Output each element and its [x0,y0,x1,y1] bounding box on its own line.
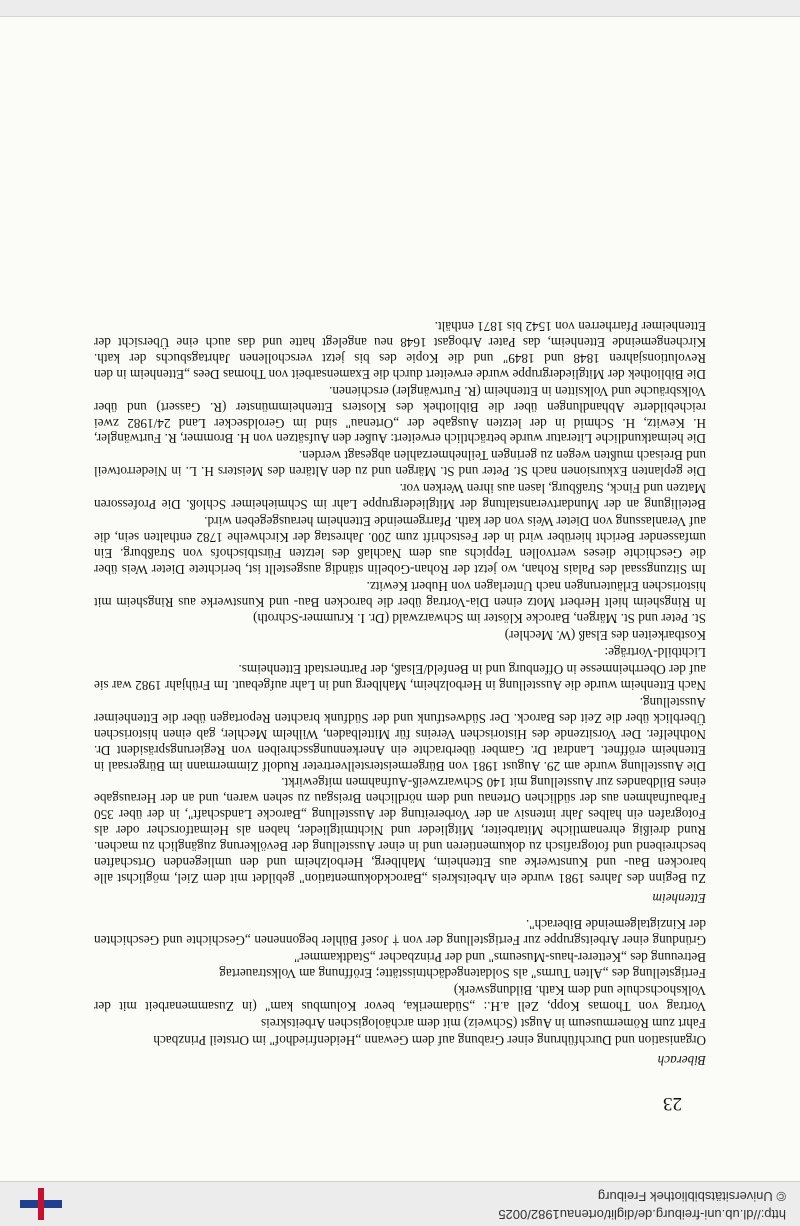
library-header-bar [0,1181,800,1226]
copyright-notice: © Universitätsbibliothek Freiburg [597,1189,786,1204]
paragraph: Zu Beginn des Jahres 1981 wurde ein Arbeitskreis „Barockdokumentation" gebildet mit dem Ziel, möglichst alle barocken Bau- und Kunstwerke aus Ettenheim, Mahlberg, Herbolzheim und den umliegenden Ortschaften beschreibend und fotografisch zu dokumentieren und in einer Ausstellung der Bevölkerung zugänglich zu machen. Rund dreißig ehrenamtliche Mitarbeiter, Mitglieder und Nichtmitglieder, haben als Heimatforscher oder als Fotografen ein halbes Jahr intensiv an der Vorbereitung der Ausstellung „Barocke Landschaft", in der über 350 Farbaufnahmen aus der südlichen Ortenau und dem nördlichen Breisgau zu sehen waren, und an der Herausgabe eines Bildbandes zur Ausstellung mit 140 Schwarzweiß-Aufnahmen mitgewirkt. [94,775,706,886]
paragraph: Im Sitzungssaal des Palais Rohan, wo jetzt der Rohan-Gobelin ständig ausgestellt ist, berichtete Dieter Weis über die Geschichte dieses wertvollen Teppichs aus dem Nachlaß des letzten Fürstbischofs von Straßburg. Ein umfassender Bericht hierüber wird in der Festschrift zum 200. Jahrestag der Kirchweihe 1782 enthalten sein, die auf Veranlassung von Dieter Weis von der kath. Pfarrgemeinde Ettenheim herausgegeben wird. [94,514,706,577]
paragraph: Beteiligung an der Mundartveranstaltung der Mitgliedergruppe Lahr im Schmieheimer Schloß. Die Professoren Matzen und Finck, Straßburg, lasen aus ihren Werken vor. [94,481,706,513]
paragraph: Die Bibliothek der Mitgliedergruppe wurde erweitert durch die Examensarbeit von Thomas Dees „Ettenheim in den Revolutionsjahren 1848 und 1849" und die Kopie des bis jetzt verschollenen Jahrtagsbuchs der kath. Kirchengemeinde Ettenheim, das Pater Arbogast 1648 neu angelegt hatte und das auch eine Übersicht der Ettenheimer Pfarrherren von 1542 bis 1871 enthält. [94,319,706,382]
paragraph: Die heimatkundliche Literatur wurde beträchtlich erweitert: Außer den Aufsätzen von H. Brommer, R. Furtwängler, H. Kewitz, H. Schmid in der letzten Ausgabe der „Ortenau" sind im Geroldsecker Land 24/1982 zwei reichebilderte Abhandlungen über die Bibliothek des Klosters Ettenheimmünster (R. Gassert) und über Volksbräuche und Volksitten in Ettenheim (R. Furtwängler) erschienen. [94,383,706,447]
paragraph: Nach Ettenheim wurde die Ausstellung in Herbolzheim, Mahlberg und in Lahr aufgebaut. Im Frühjahr 1982 war sie auf der Oberrheinmesse in Offenburg und in Benfeld/Elsaß, der Partnerstadt Ettenheims. [94,662,706,694]
paragraph: Vortrag von Thomas Kopp, Zell a.H.: „Südamerika, bevor Kolumbus kam" (in Zusammenarbeit mit der Volkshochschule und dem Kath. Bildungswerk) [94,983,706,1015]
paragraph: Die geplanten Exkursionen nach St. Peter und St. Märgen und zu den Altären des Meisters H. L. in Niederrotweil und Breisach mußten wegen zu geringen Teilnehmerzahlen abgesagt werden. [94,448,706,480]
scan-footer-bar [0,0,800,17]
paragraph: In Ringsheim hielt Herbert Motz einen Dia-Vortrag über die barocken Bau- und Kunstwerke aus Ringsheim mit historischen Erläuterungen nach Unterlagen von Hubert Kewitz. [94,578,706,610]
paragraph: St. Peter und St. Märgen, Barocke Klöster im Schwarzwald (Dr. I. Krummer-Schroth) [253,611,706,627]
paragraph: Kostbarkeiten des Elsaß (W. Mechler) [504,628,706,644]
paragraph: Die Ausstellung wurde am 29. August 1981 von Bürgermeisterstellvertreter Rudolf Zimmermann im Bürgersaal in Ettenheim eröffnet. Landrat Dr. Gamber überbrachte ein Anerkennungsschreiben von Regierungspräsident Dr. Nothhelfer. Der Vorsitzende des Historischen Vereins für Mittelbaden, Wilhelm Mechler, gab einen historischen Überblick über die Zeit des Barock. Der Südwestfunk und der Südfunk brachten Reportagen über die Ettenheimer Ausstellung. [94,694,706,774]
paragraph: Organisation und Durchführung einer Grabung auf dem Gewann „Heidenfriedhof" im Ortsteil Prinzbach [153,1033,706,1049]
paragraph: Gründung einer Arbeitsgruppe zur Fertigstellung der von † Josef Bühler begonnenen „Geschichte und Geschichten der Kinzigtalgemeinde Biberach". [94,916,706,948]
paragraph: Lichtbild-Vorträge: [604,645,706,661]
source-url[interactable]: http://dl.ub.uni-freiburg.de/diglit/ortenau1982/0025 [498,1207,786,1222]
university-logo [16,1188,66,1220]
page-number: 23 [663,1093,682,1114]
paragraph: Betreuung des „Ketterer-haus-Museums" und der Prinzbacher „Stadtkammer" [294,949,706,965]
paragraph: Fertigstellung des „Alten Turms" als Soldatengedächtnisstätte; Eröffnung am Volkstrauertag [219,966,706,982]
section-heading-biberach: Biberach [657,1053,706,1068]
paragraph: Fahrt zum Römermuseum in Augst (Schweiz) mit dem archäologischen Arbeitskreis [261,1016,706,1032]
section-heading-ettenheim: Ettenheim [652,890,706,906]
page-body [94,318,706,1068]
